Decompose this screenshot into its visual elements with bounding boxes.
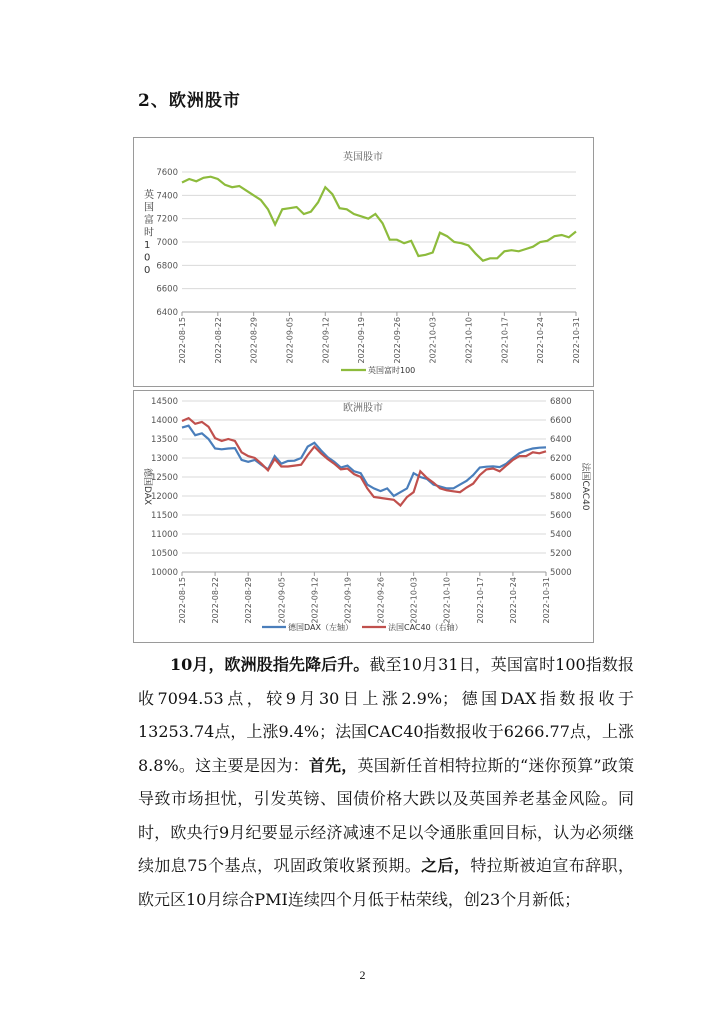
y-axis-label-right: 法国CAC40: [580, 462, 590, 511]
y-tick-label: 6600: [156, 284, 178, 295]
y-right-tick-label: 6600: [550, 416, 572, 426]
paragraph-text-a: 截至10月31日，英国富时100指数报收7094.53点，较9月30日上涨2.9%；德国DAX指数报收于13253.74点，上涨9.4%；法国CAC40指数报收于6266.77点，上涨8.8%。这主要是因为：: [138, 655, 634, 775]
x-tick-label: 2022-10-10: [442, 577, 452, 624]
paragraph-lead: 10月，欧洲股指先降后升。: [170, 655, 370, 674]
series-line-cac40: [182, 418, 546, 505]
x-tick-label: 2022-09-26: [392, 317, 402, 364]
x-tick-label: 2022-09-19: [343, 577, 353, 624]
series-line-dax: [182, 426, 546, 496]
y-left-tick-label: 12500: [150, 473, 178, 483]
x-tick-label: 2022-10-24: [536, 317, 546, 364]
x-tick-label: 2022-10-10: [464, 317, 474, 364]
x-tick-label: 2022-08-15: [178, 577, 187, 624]
section-heading: 2、欧洲股市: [138, 91, 241, 111]
legend: [262, 622, 463, 632]
y-left-tick-label: 10000: [150, 568, 178, 578]
uk-stock-chart: [133, 137, 594, 387]
y-left-tick-label: 10500: [150, 549, 178, 559]
y-right-tick-label: 5400: [550, 530, 572, 540]
x-tick-label: 2022-09-19: [357, 317, 367, 364]
chart-title: 欧洲股市: [343, 403, 383, 414]
legend: [341, 365, 415, 375]
paragraph-emphasis-after: 之后，: [421, 856, 471, 875]
y-tick-label: 7000: [156, 238, 178, 248]
x-tick-label: 2022-09-05: [285, 317, 295, 364]
y-right-tick-label: 6800: [550, 397, 572, 407]
y-right-tick-label: 5600: [550, 511, 572, 521]
europe-stock-chart: [133, 390, 594, 643]
y-tick-label: 7600: [156, 168, 178, 178]
x-tick-label: 2022-08-22: [211, 577, 221, 624]
y-right-tick-label: 6200: [550, 454, 572, 464]
y-left-tick-label: 13000: [150, 454, 178, 464]
paragraph-emphasis-first: 首先，: [308, 755, 358, 775]
y-right-tick-label: 5200: [550, 549, 572, 559]
x-tick-label: 2022-09-12: [321, 317, 331, 364]
x-tick-label: 2022-09-12: [310, 577, 320, 624]
x-tick-label: 2022-08-15: [178, 317, 187, 364]
x-tick-label: 2022-10-17: [500, 317, 510, 364]
x-tick-label: 2022-10-31: [542, 577, 551, 624]
x-tick-label: 2022-10-17: [475, 577, 485, 624]
y-tick-label: 6400: [156, 308, 178, 318]
x-tick-label: 2022-10-31: [572, 317, 581, 364]
legend-label-ftse: 英国富时100: [368, 366, 416, 375]
y-left-tick-label: 11500: [150, 511, 178, 521]
legend-label-dax: 德国DAX（左轴）: [288, 623, 353, 632]
chart-title: 英国股市: [343, 152, 383, 163]
x-tick-label: 2022-09-05: [277, 577, 287, 624]
europe-stock-chart-svg: [134, 391, 593, 642]
x-tick-label: 2022-08-29: [249, 317, 259, 364]
y-left-tick-label: 14500: [150, 397, 178, 407]
legend-label-cac40: 法国CAC40（右轴）: [388, 623, 463, 632]
y-left-tick-label: 12000: [150, 492, 178, 502]
x-tick-label: 2022-10-03: [428, 317, 438, 364]
x-tick-label: 2022-08-29: [244, 577, 254, 624]
page-number: 2: [359, 968, 366, 982]
x-tick-label: 2022-08-22: [213, 317, 223, 364]
y-axis-label-left: 德国DAX: [142, 467, 152, 506]
y-right-tick-label: 5800: [550, 492, 572, 502]
uk-stock-chart-svg: [134, 138, 593, 386]
y-tick-label: 7400: [156, 191, 178, 202]
y-tick-label: 7200: [156, 214, 178, 225]
x-tick-label: 2022-10-24: [508, 577, 518, 624]
y-axis-label: 英国富时 1 0 0: [144, 190, 154, 276]
x-tick-label: 2022-09-26: [376, 577, 386, 624]
y-tick-label: 6800: [156, 261, 178, 272]
y-right-tick-label: 5000: [550, 568, 572, 578]
x-tick-label: 2022-10-03: [409, 577, 419, 624]
body-paragraph: [138, 648, 634, 916]
y-right-tick-label: 6000: [550, 473, 572, 483]
y-left-tick-label: 14000: [150, 416, 178, 426]
paragraph-text-c: 特拉斯被迫宣布辞职，欧元区10月综合PMI连续四个月低于枯荣线，创23个月新低；: [138, 856, 634, 909]
y-left-tick-label: 13500: [150, 435, 178, 445]
y-left-tick-label: 11000: [150, 530, 178, 540]
paragraph-text-b: 英国新任首相特拉斯的“迷你预算”政策导致市场担忧，引发英镑、国债价格大跌以及英国养老基金风险。同时，欧央行9月纪要显示经济减速不足以令通胀重回目标，认为必须继续加息75个基点，巩固政策收紧预期。: [138, 755, 634, 875]
y-right-tick-label: 6400: [550, 435, 572, 445]
